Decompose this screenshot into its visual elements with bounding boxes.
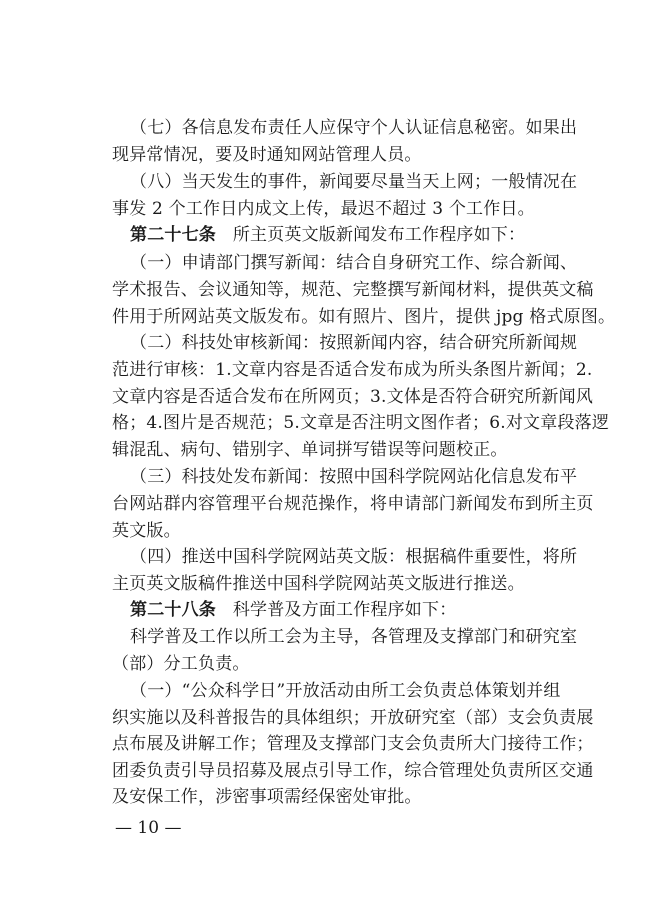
item-1-line-2: 学术报告、会议通知等，规范、完整撰写新闻材料，提供英文稿 (112, 280, 594, 300)
page-number: — 10 — (115, 818, 182, 838)
item-3-line-2: 台网站群内容管理平台规范操作，将申请部门新闻发布到所主页 (112, 494, 594, 514)
science-intro-line-2: （部）分工负责。 (112, 654, 250, 674)
paragraph-8-line-2: 事发 2 个工作日内成文上传，最迟不超过 3 个工作日。 (112, 199, 535, 219)
article-28-text: 科学普及方面工作程序如下： (232, 600, 457, 620)
item-2-line-3: 文章内容是否适合发布在所网页；3.文体是否符合研究所新闻风 (112, 387, 594, 407)
paragraph-8-line-1: （八）当天发生的事件，新闻要尽量当天上网；一般情况在 (130, 172, 578, 192)
science-item-1-line-2: 织实施以及科普报告的具体组织；开放研究室（部）支会负责展 (112, 708, 594, 728)
science-item-1-line-4: 团委负责引导员招募及展点引导工作，综合管理处负责所区交通 (112, 761, 594, 781)
item-3-line-1: （三）科技处发布新闻：按照中国科学院网站化信息发布平 (130, 467, 578, 487)
item-2-line-1: （二）科技处审核新闻：按照新闻内容，结合研究所新闻规 (130, 333, 578, 353)
item-4-line-1: （四）推送中国科学院网站英文版：根据稿件重要性，将所 (130, 547, 578, 567)
article-27-label: 第二十七条 (130, 225, 216, 245)
item-2-line-5: 辑混乱、病句、错别字、单词拼写错误等问题校正。 (112, 440, 508, 460)
item-2-line-4: 格；4.图片是否规范；5.文章是否注明文图作者；6.对文章段落逻 (112, 413, 610, 433)
science-item-1-line-3: 点布展及讲解工作；管理及支撑部门支会负责所大门接待工作； (112, 734, 594, 754)
article-28-heading (130, 600, 456, 620)
science-item-1-line-5: 及安保工作，涉密事项需经保密处审批。 (112, 787, 422, 807)
article-27-spacer (216, 225, 233, 245)
article-27-text: 所主页英文版新闻发布工作程序如下： (232, 225, 526, 245)
paragraph-7-line-2: 现异常情况，要及时通知网站管理人员。 (112, 145, 422, 165)
item-1-line-3: 件用于所网站英文版发布。如有照片、图片，提供 jpg 格式原图。 (112, 307, 616, 327)
science-intro-line-1: 科学普及工作以所工会为主导，各管理及支撑部门和研究室 (130, 627, 578, 647)
article-28-spacer (216, 600, 233, 620)
item-1-line-1: （一）申请部门撰写新闻：结合自身研究工作、综合新闻、 (130, 253, 578, 273)
article-28-label: 第二十八条 (130, 600, 216, 620)
article-27-heading (130, 225, 525, 245)
paragraph-7-line-1: （七）各信息发布责任人应保守个人认证信息秘密。如果出 (130, 118, 578, 138)
item-2-line-2: 范进行审核：1.文章内容是否适合发布成为所头条图片新闻；2. (112, 360, 593, 380)
science-item-1-line-1: （一）“公众科学日”开放活动由所工会负责总体策划并组 (130, 681, 561, 701)
item-4-line-2: 主页英文版稿件推送中国科学院网站英文版进行推送。 (112, 574, 525, 594)
item-3-line-3: 英文版。 (112, 521, 181, 541)
